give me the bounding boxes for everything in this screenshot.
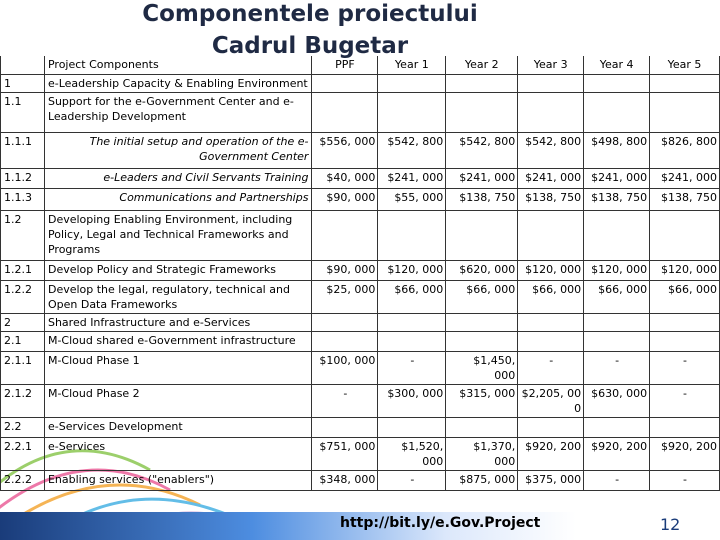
table-row [1, 313, 720, 331]
value-cell: $348, 000 [312, 470, 378, 490]
value-cell [584, 417, 650, 437]
value-cell: $66, 000 [650, 280, 720, 313]
table-row [1, 280, 720, 313]
value-cell: - [650, 470, 720, 490]
value-cell: $66, 000 [518, 280, 584, 313]
value-cell [446, 92, 518, 132]
value-cell [584, 210, 650, 260]
table-row [1, 168, 720, 188]
value-cell [518, 74, 584, 92]
row-id: 1.1.2 [1, 168, 45, 188]
value-cell: - [584, 470, 650, 490]
value-cell: $556, 000 [312, 132, 378, 168]
value-cell: - [518, 351, 584, 384]
value-cell: $300, 000 [378, 384, 446, 417]
value-cell: $55, 000 [378, 188, 446, 210]
value-cell: $241, 000 [446, 168, 518, 188]
value-cell: $90, 000 [312, 188, 378, 210]
row-description: Support for the e-Government Center and e-Leadership Development [44, 92, 311, 132]
value-cell: $40, 000 [312, 168, 378, 188]
value-cell [446, 313, 518, 331]
footer-url[interactable]: http://bit.ly/e.Gov.Project [340, 515, 541, 531]
table-row [1, 470, 720, 490]
value-cell [446, 417, 518, 437]
value-cell [312, 417, 378, 437]
value-cell: $920, 200 [584, 437, 650, 470]
value-cell: $138, 750 [446, 188, 518, 210]
table-row [1, 188, 720, 210]
row-description: e-Services [44, 437, 311, 470]
row-id: 1.2.2 [1, 280, 45, 313]
row-id: 1.1 [1, 92, 45, 132]
header-cell: Year 5 [650, 56, 720, 74]
value-cell: $542, 800 [378, 132, 446, 168]
value-cell: $1,450, 000 [446, 351, 518, 384]
row-id: 2.2.2 [1, 470, 45, 490]
row-id: 1 [1, 74, 45, 92]
value-cell: $375, 000 [518, 470, 584, 490]
value-cell: $138, 750 [518, 188, 584, 210]
value-cell: $66, 000 [446, 280, 518, 313]
table-row [1, 417, 720, 437]
value-cell: $2,205, 00 0 [518, 384, 584, 417]
value-cell [312, 92, 378, 132]
value-cell: - [378, 351, 446, 384]
value-cell: $875, 000 [446, 470, 518, 490]
row-description: Develop Policy and Strategic Frameworks [44, 260, 311, 280]
value-cell [312, 74, 378, 92]
value-cell [584, 92, 650, 132]
value-cell [378, 417, 446, 437]
value-cell: $120, 000 [650, 260, 720, 280]
value-cell: $920, 200 [518, 437, 584, 470]
row-id: 2.2.1 [1, 437, 45, 470]
value-cell: $315, 000 [446, 384, 518, 417]
value-cell: $241, 000 [518, 168, 584, 188]
value-cell: $120, 000 [584, 260, 650, 280]
value-cell [378, 331, 446, 351]
value-cell [312, 313, 378, 331]
header-cell: Year 4 [584, 56, 650, 74]
value-cell [650, 210, 720, 260]
value-cell [584, 74, 650, 92]
value-cell [518, 417, 584, 437]
table-row [1, 92, 720, 132]
value-cell [446, 74, 518, 92]
table-row [1, 351, 720, 384]
row-id: 2 [1, 313, 45, 331]
value-cell: - [378, 470, 446, 490]
table-row [1, 74, 720, 92]
value-cell [312, 210, 378, 260]
page-title: Componentele proiectului [142, 1, 478, 27]
value-cell: - [584, 351, 650, 384]
value-cell: - [650, 351, 720, 384]
value-cell: - [650, 384, 720, 417]
row-id: 1.1.1 [1, 132, 45, 168]
value-cell: $1,370, 000 [446, 437, 518, 470]
value-cell: $66, 000 [584, 280, 650, 313]
header-cell: Year 2 [446, 56, 518, 74]
value-cell [650, 313, 720, 331]
page-number: 12 [660, 515, 681, 534]
value-cell: $241, 000 [584, 168, 650, 188]
value-cell: $920, 200 [650, 437, 720, 470]
value-cell: $90, 000 [312, 260, 378, 280]
row-description: Developing Enabling Environment, including Policy, Legal and Technical Frameworks and Programs [44, 210, 311, 260]
value-cell: $751, 000 [312, 437, 378, 470]
header-cell [1, 56, 45, 74]
value-cell [312, 331, 378, 351]
table-row [1, 132, 720, 168]
value-cell: $620, 000 [446, 260, 518, 280]
value-cell: $630, 000 [584, 384, 650, 417]
table-row [1, 331, 720, 351]
value-cell [378, 74, 446, 92]
value-cell: $25, 000 [312, 280, 378, 313]
header-cell: Year 1 [378, 56, 446, 74]
budget-table [0, 56, 720, 491]
value-cell [518, 92, 584, 132]
row-description: e-Leaders and Civil Servants Training [44, 168, 311, 188]
row-description: Enabling services ("enablers") [44, 470, 311, 490]
header-cell: Project Components [44, 56, 311, 74]
value-cell [650, 92, 720, 132]
row-id: 1.1.3 [1, 188, 45, 210]
value-cell: $542, 800 [446, 132, 518, 168]
value-cell [650, 417, 720, 437]
value-cell: $241, 000 [650, 168, 720, 188]
value-cell: $138, 750 [584, 188, 650, 210]
value-cell [584, 313, 650, 331]
row-description: Develop the legal, regulatory, technical and Open Data Frameworks [44, 280, 311, 313]
row-description: e-Leadership Capacity & Enabling Environment [44, 74, 311, 92]
value-cell [446, 210, 518, 260]
row-description: M-Cloud shared e-Government infrastructure [44, 331, 311, 351]
value-cell [650, 331, 720, 351]
value-cell [378, 210, 446, 260]
value-cell: - [312, 384, 378, 417]
table-header-row [1, 56, 720, 74]
header-cell: Year 3 [518, 56, 584, 74]
table-row [1, 210, 720, 260]
value-cell: $1,520, 000 [378, 437, 446, 470]
row-id: 2.2 [1, 417, 45, 437]
row-description: M-Cloud Phase 1 [44, 351, 311, 384]
row-description: The initial setup and operation of the e-Government Center [44, 132, 311, 168]
value-cell: $100, 000 [312, 351, 378, 384]
value-cell: $498, 800 [584, 132, 650, 168]
row-description: M-Cloud Phase 2 [44, 384, 311, 417]
table-row [1, 260, 720, 280]
row-description: e-Services Development [44, 417, 311, 437]
table-row [1, 437, 720, 470]
row-id: 1.2 [1, 210, 45, 260]
value-cell [378, 92, 446, 132]
table-row [1, 384, 720, 417]
row-id: 2.1.2 [1, 384, 45, 417]
value-cell: $138, 750 [650, 188, 720, 210]
header-cell: PPF [312, 56, 378, 74]
value-cell: $826, 800 [650, 132, 720, 168]
value-cell [446, 331, 518, 351]
value-cell [518, 331, 584, 351]
value-cell: $120, 000 [378, 260, 446, 280]
row-description: Shared Infrastructure and e-Services [44, 313, 311, 331]
value-cell: $241, 000 [378, 168, 446, 188]
row-id: 2.1 [1, 331, 45, 351]
row-description: Communications and Partnerships [44, 188, 311, 210]
value-cell [584, 331, 650, 351]
value-cell: $66, 000 [378, 280, 446, 313]
value-cell [378, 313, 446, 331]
value-cell: $120, 000 [518, 260, 584, 280]
row-id: 2.1.1 [1, 351, 45, 384]
value-cell: $542, 800 [518, 132, 584, 168]
value-cell [650, 74, 720, 92]
page-subtitle: Cadrul Bugetar [211, 33, 409, 59]
row-id: 1.2.1 [1, 260, 45, 280]
value-cell [518, 313, 584, 331]
value-cell [518, 210, 584, 260]
